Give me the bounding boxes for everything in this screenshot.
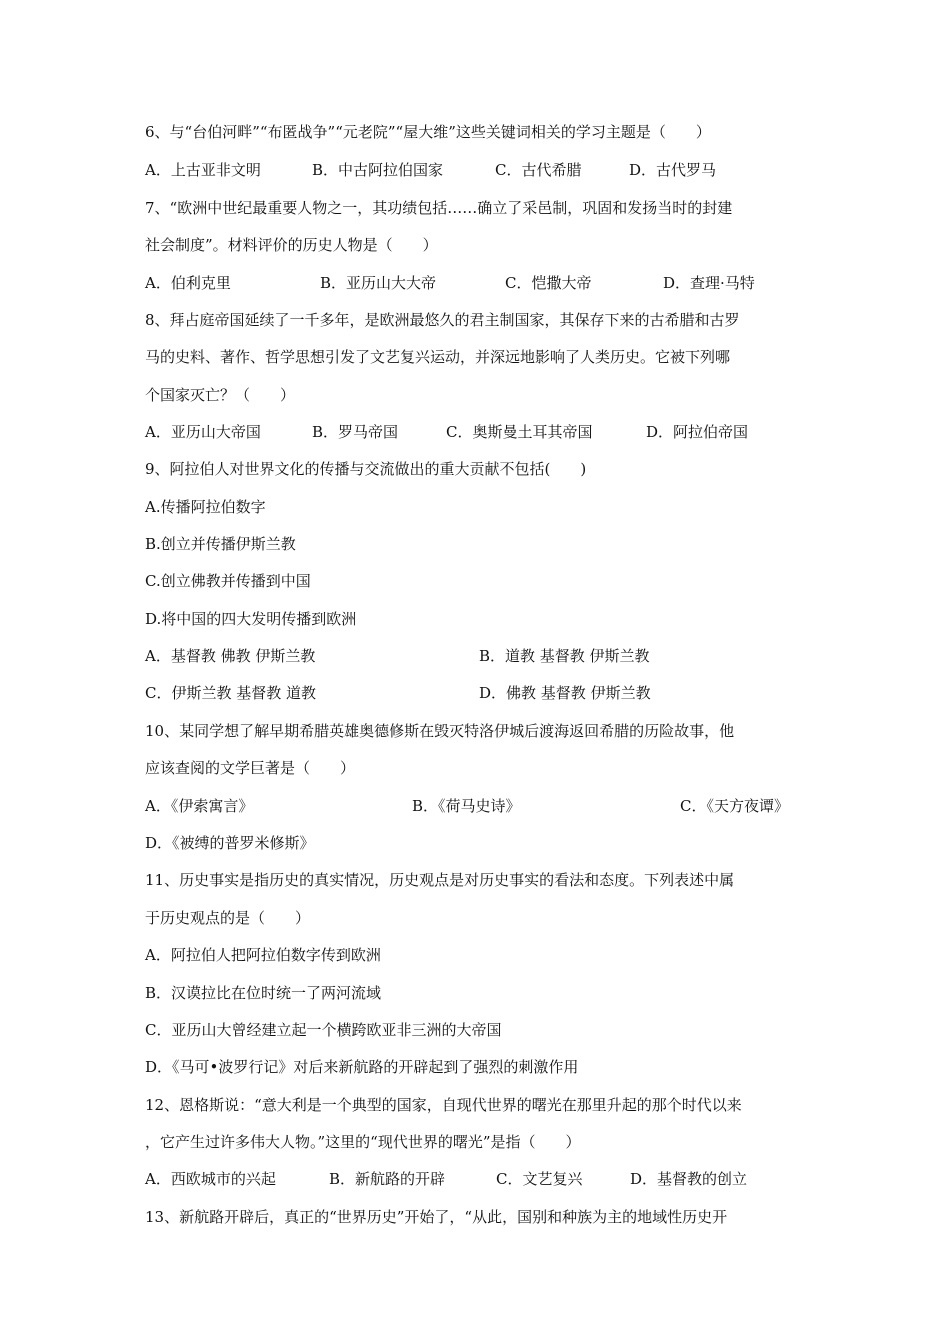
q8-stem-line-2: 马的史料、著作、哲学思想引发了文艺复兴运动，并深远地影响了人类历史。它被下列哪 [145, 348, 731, 366]
q10-stem-line-1: 10、某同学想了解早期希腊英雄奥德修斯在毁灭特洛伊城后渡海返回希腊的历险故事，他 [145, 722, 735, 740]
q7-option-d: D．查理·马特 [663, 274, 755, 292]
q8-option-b: B．罗马帝国 [312, 423, 399, 441]
q8-option-c: C．奥斯曼土耳其帝国 [446, 423, 593, 441]
q10-option-c: C．《天方夜谭》 [680, 797, 789, 815]
q9-item-b: B.创立并传播伊斯兰教 [145, 535, 296, 553]
q11-option-b: B．汉谟拉比在位时统一了两河流域 [145, 984, 382, 1002]
q9-stem: 9、阿拉伯人对世界文化的传播与交流做出的重大贡献不包括( ) [145, 460, 587, 478]
q9-item-c: C.创立佛教并传播到中国 [145, 572, 311, 590]
q12-option-c: C．文艺复兴 [496, 1170, 583, 1188]
q13-stem: 13、新航路开辟后，真正的“世界历史”开始了，“从此，国别和种族为主的地域性历史开 [145, 1208, 728, 1226]
q8-stem-line-3: 个国家灭亡？（ ） [145, 386, 296, 404]
q9-option-d: D．佛教 基督教 伊斯兰教 [479, 684, 651, 702]
q6-stem: 6、与“台伯河畔”“布匿战争”“元老院”“屋大维”这些关键词相关的学习主题是（ ） [145, 123, 711, 141]
q12-option-d: D．基督教的创立 [630, 1170, 748, 1188]
q10-option-a: A．《伊索寓言》 [145, 797, 254, 815]
q11-stem-line-2: 于历史观点的是（ ） [145, 909, 311, 927]
q7-stem-line-2: 社会制度”。材料评价的历史人物是（ ） [145, 236, 438, 254]
q11-stem-line-1: 11、历史事实是指历史的真实情况，历史观点是对历史事实的看法和态度。下列表述中属 [145, 871, 735, 889]
q6-option-c: C．古代希腊 [495, 161, 582, 179]
q8-option-d: D．阿拉伯帝国 [646, 423, 749, 441]
q10-stem-line-2: 应该查阅的文学巨著是（ ） [145, 759, 356, 777]
q9-option-c: C．伊斯兰教 基督教 道教 [145, 684, 317, 702]
q7-option-a: A．伯利克里 [145, 274, 231, 292]
q11-option-d: D．《马可•波罗行记》对后来新航路的开辟起到了强烈的刺激作用 [145, 1058, 579, 1076]
q9-item-a: A.传播阿拉伯数字 [145, 498, 266, 516]
q6-option-a: A．上古亚非文明 [145, 161, 261, 179]
q8-stem-line-1: 8、拜占庭帝国延续了一千多年，是欧洲最悠久的君主制国家，其保存下来的古希腊和古罗 [145, 311, 740, 329]
q9-option-b: B．道教 基督教 伊斯兰教 [479, 647, 650, 665]
q7-option-b: B．亚历山大大帝 [320, 274, 437, 292]
q11-option-c: C．亚历山大曾经建立起一个横跨欧亚非三洲的大帝国 [145, 1021, 502, 1039]
q6-option-b: B．中古阿拉伯国家 [312, 161, 444, 179]
q10-option-d: D．《被缚的普罗米修斯》 [145, 834, 315, 852]
q11-option-a: A．阿拉伯人把阿拉伯数字传到欧洲 [145, 946, 381, 964]
q12-stem-line-2: ，它产生过许多伟大人物。”这里的“现代世界的曙光”是指（ ） [145, 1133, 581, 1151]
q6-option-d: D．古代罗马 [629, 161, 717, 179]
q9-option-a: A．基督教 佛教 伊斯兰教 [145, 647, 316, 665]
q9-item-d: D.将中国的四大发明传播到欧洲 [145, 610, 357, 628]
q8-option-a: A．亚历山大帝国 [145, 423, 261, 441]
q12-option-a: A．西欧城市的兴起 [145, 1170, 276, 1188]
q7-stem-line-1: 7、“欧洲中世纪最重要人物之一，其功绩包括……确立了采邑制，巩固和发扬当时的封建 [145, 199, 733, 217]
q10-option-b: B．《荷马史诗》 [412, 797, 521, 815]
q7-option-c: C．恺撒大帝 [505, 274, 592, 292]
q12-option-b: B．新航路的开辟 [329, 1170, 446, 1188]
q12-stem-line-1: 12、恩格斯说：“意大利是一个典型的国家，自现代世界的曙光在那里升起的那个时代以来 [145, 1096, 742, 1114]
